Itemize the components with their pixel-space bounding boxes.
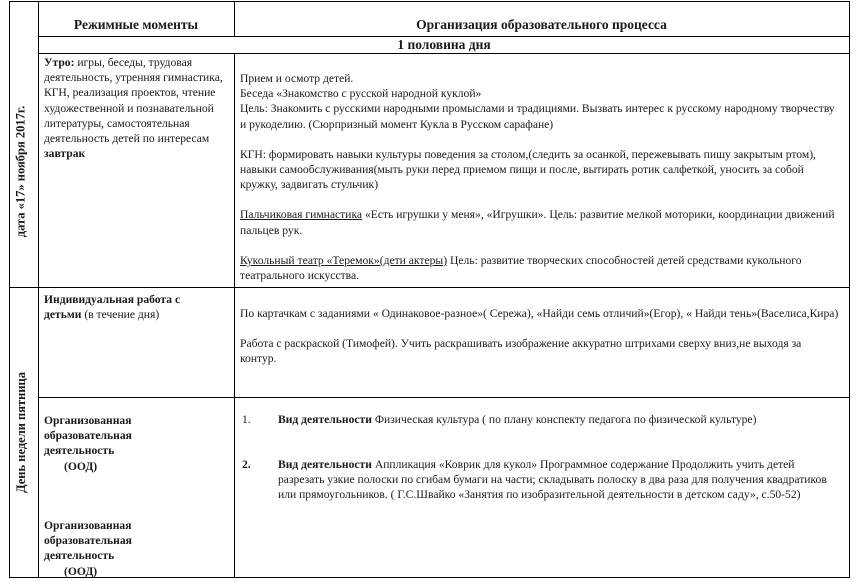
border-right <box>849 1 850 578</box>
individual-work-label: Индивидуальная работа с детьми <box>44 293 181 322</box>
weekday-label: День недели пятница <box>13 371 28 493</box>
row1-morning-text: Утро: игры, беседы, трудовая деятельность, утренняя гимнастика, КГН, реализация проектов, чтение художественной и познавательной литературы, самостоятельная деятельность детей по интересам <box>44 56 223 146</box>
conversation-text: Беседа «Знакомство с русской народной куклой» <box>240 87 482 101</box>
header-organization: Организация образовательного процесса <box>416 17 667 32</box>
row2-left-cell <box>44 292 214 322</box>
conversation-goal: Цель: Знакомить с русскими народными промыслами и традициями. Вызвать интерес к русскому народному творчеству и рукоделию. (Сюрпризный момент Кукла в Русском сарафане) <box>240 102 835 131</box>
date-label: дата «17» ноября 2017г. <box>13 105 28 237</box>
row1-breakfast: завтрак <box>44 147 86 161</box>
activity-item-1: 1. Вид деятельности Физическая культура ( по плану конспекту педагога по физической культуре) <box>242 413 757 426</box>
coloring-task-text: Работа с раскраской (Тимофей). Учить раскрашивать изображение аккуратно штрихами сверху вниз,не выходя за контур. <box>240 337 802 366</box>
weekday-label-cell <box>11 292 31 572</box>
finger-gymnastics-text: Пальчиковая гимнастика «Есть игрушки у меня», «Игрушки». Цель: развитие мелкой моторики, координации движений пальцев рук. <box>240 208 835 237</box>
activity-item-1-title: Вид деятельности <box>278 413 372 426</box>
row1-morning-label: Утро: <box>44 56 75 69</box>
reception-text: Прием и осмотр детей. <box>240 72 354 85</box>
border-top <box>9 1 850 2</box>
kgn-text: КГН: формировать навыки культуры поведения за столом,(следить за осанкой, пережевывать пишу закрытым ртом), навыки самообслуживания(мыть руки перед приемом пищи и после, вытирать ротик салфеткой, уносить за собой кружку, задвигать стульчик) <box>240 147 816 192</box>
activity-item-2-title: Вид деятельности <box>278 458 372 471</box>
border-column-divider <box>234 53 235 578</box>
date-label-cell <box>11 60 31 282</box>
cards-task-text: По картачкам с заданиями « Одинаковое-разное»( Сережа), «Найди семь отличий»(Егор), « Найди тень»(Васелиса,Кира) <box>240 307 839 320</box>
activity-item-2: 2. Вид деятельности Аппликация «Коврик для кукол» Программное содержание Продолжить учить детей разрезать узкие полоски по сгибам бумаги на части; складывать полоску в два раза для получения квадратиков или прямоугольников. ( Г.С.Швайко «Занятия по изобразительной деятельности в детском саду», с.50-52) <box>242 458 827 502</box>
header-regime-moments: Режимные моменты <box>73 17 199 32</box>
row2-right-cell <box>240 306 840 367</box>
puppet-theatre-text: Кукольный театр «Теремок»(дети актеры) Цель: развитие творческих способностей детей средствами кукольного театрального искусства. <box>240 253 802 283</box>
puppet-theatre-title: Кукольный театр «Теремок»(дети актеры) <box>240 253 448 267</box>
individual-work-text: Индивидуальная работа с детьми (в течение дня) <box>44 293 181 322</box>
border-left-inner <box>38 1 39 578</box>
section-first-half-day: 1 половина дня <box>397 37 491 52</box>
row1-left-cell <box>44 55 230 161</box>
border-row1-bottom <box>9 287 850 288</box>
ood-label-1: Организованная образовательная деятельность (ООД) <box>44 414 132 473</box>
row1-right-cell <box>240 71 840 283</box>
finger-gymnastics-title: Пальчиковая гимнастика <box>240 208 363 222</box>
border-left-outer <box>9 1 10 578</box>
ood-label-2: Организованная образовательная деятельность (ООД) <box>44 519 132 578</box>
border-row2-bottom <box>38 397 850 398</box>
border-section-bottom <box>38 53 850 54</box>
